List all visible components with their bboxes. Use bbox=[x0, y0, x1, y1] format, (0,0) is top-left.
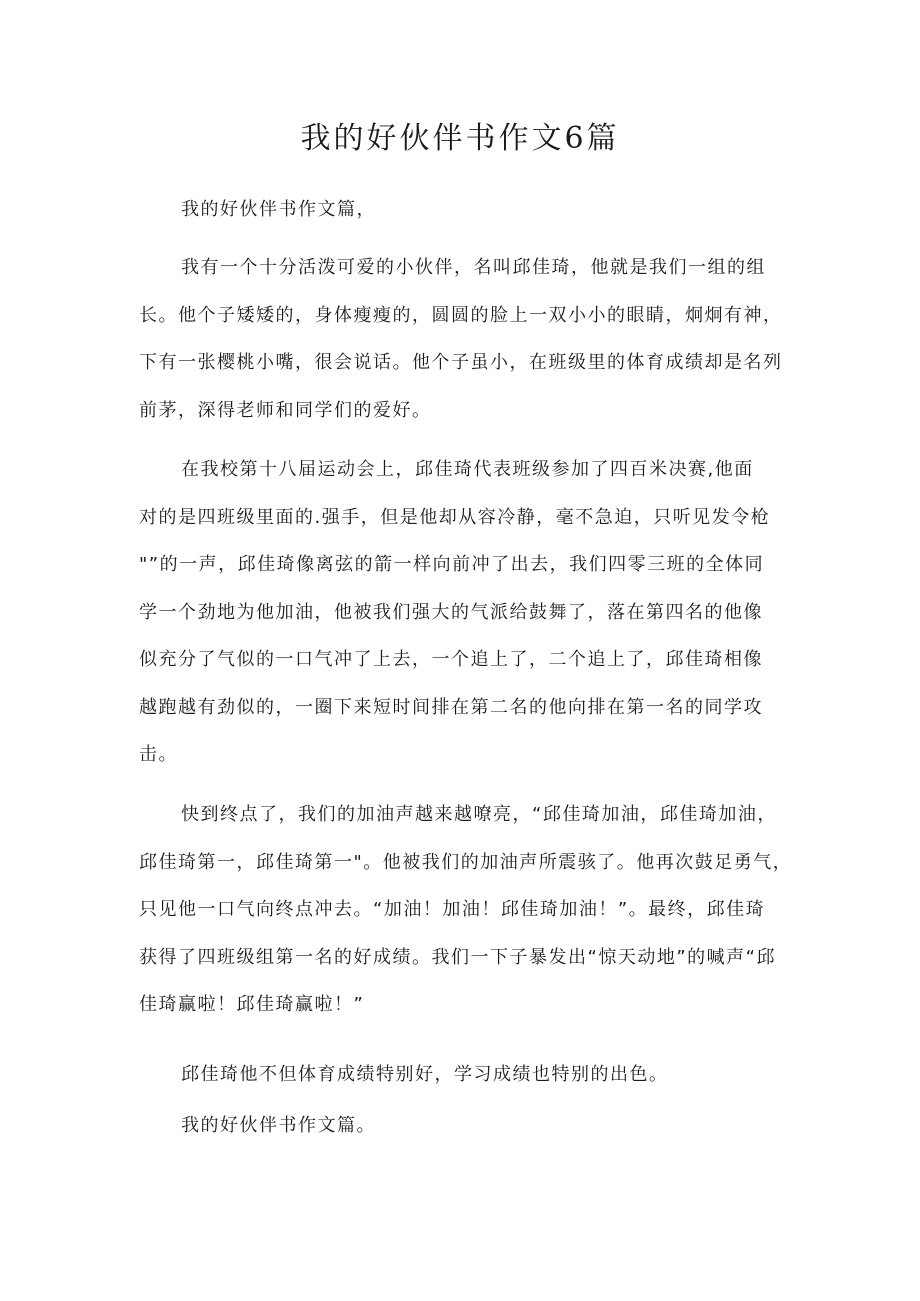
paragraph-line: 下有一张樱桃小嘴，很会说话。他个子虽小，在班级里的体育成绩却是名列 bbox=[139, 352, 783, 373]
paragraph-line: 佳琦赢啦！邱佳琦赢啦！” bbox=[139, 994, 365, 1015]
section-heading-1: 我的好伙伴书作文篇， bbox=[181, 199, 376, 220]
document-title: 我的好伙伴书作文6篇 bbox=[300, 121, 620, 156]
paragraph-line: 越跑越有劲似的，一圈下来短时间排在第二名的他向排在第一名的同学攻 bbox=[139, 696, 763, 718]
paragraph-line: 邱佳琦第一，邱佳琦第一"。他被我们的加油声所震骇了。他再次鼓足勇气， bbox=[139, 851, 793, 873]
closing-sentence: 邱佳琦他不但体育成绩特别好，学习成绩也特别的出色。 bbox=[181, 1064, 669, 1085]
paragraph-1 bbox=[139, 244, 807, 434]
paragraph-2 bbox=[139, 446, 807, 779]
paragraph-line: 前茅，深得老师和同学们的爱好。 bbox=[139, 399, 432, 421]
paragraph-line: 似充分了气似的一口气冲了上去，一个追上了，二个追上了，邱佳琦相像 bbox=[139, 649, 763, 670]
paragraph-line: 我有一个十分活泼可爱的小伙伴，名叫邱佳琦，他就是我们一组的组 bbox=[181, 257, 766, 278]
paragraph-line: 在我校第十八届运动会上，邱佳琦代表班级参加了四百米决赛,他面 bbox=[181, 459, 754, 480]
paragraph-line: 获得了四班级组第一名的好成绩。我们一下子暴发出“惊天动地”的喊声“邱 bbox=[139, 946, 776, 968]
paragraph-line: "”的一声，邱佳琦像离弦的箭一样向前冲了出去，我们四零三班的全体同 bbox=[139, 554, 765, 575]
paragraph-line: 学一个劲地为他加油，他被我们强大的气派给鼓舞了，落在第四名的他像 bbox=[139, 601, 763, 623]
section-heading-2: 我的好伙伴书作文篇。 bbox=[181, 1115, 376, 1136]
paragraph-line: 只见他一口气向终点冲去。“加油！加油！邱佳琦加油！”。最终，邱佳琦 bbox=[139, 899, 766, 920]
paragraph-line: 对的是四班级里面的.强手，但是他却从容冷静，毫不急迫，只听见发令枪 bbox=[139, 506, 771, 528]
paragraph-line: 击。 bbox=[139, 744, 178, 765]
paragraph-line: 快到终点了，我们的加油声越来越嘹亮，“邱佳琦加油，邱佳琦加油， bbox=[181, 804, 777, 825]
paragraph-line: 长。他个子矮矮的，身体瘦瘦的，圆圆的脸上一双小小的眼睛，炯炯有神， bbox=[139, 304, 783, 326]
paragraph-3 bbox=[139, 791, 807, 1029]
